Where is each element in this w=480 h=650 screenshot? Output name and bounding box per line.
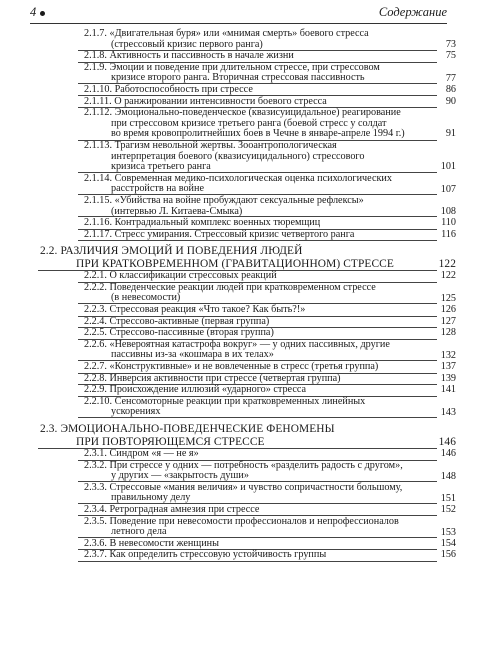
toc-entry-title-line: кризисе второго ранга. Вторичная стрессовая пассивность: [111, 72, 365, 84]
toc-page-number: 77: [445, 72, 456, 84]
toc-entry-title-line: Работоспособность при стрессе: [114, 83, 253, 95]
toc-entry-title-line: (интервью Л. Китаева-Смыка): [111, 205, 243, 217]
toc-entry: [0, 85, 480, 96]
toc-page-number: 122: [438, 258, 456, 271]
toc-entry: [0, 29, 480, 50]
toc-page-number: 122: [440, 270, 456, 282]
toc-entry-number: 2.1.16.: [84, 217, 113, 229]
toc-entry-number: 2.2.10.: [84, 395, 113, 407]
toc-entry-number: 2.2.7.: [84, 361, 107, 373]
toc-entry-number: 2.1.17.: [84, 228, 113, 240]
toc-entry: [0, 362, 480, 373]
toc-entry-number: 2.3.1.: [84, 448, 107, 459]
toc-underline: [78, 417, 437, 418]
toc-entry: [0, 305, 480, 316]
toc-entry-number: 2.1.7.: [84, 28, 107, 39]
toc-entry-number: 2.3.7.: [84, 549, 107, 561]
toc-entry: [0, 317, 480, 328]
toc-entry-title-line: летного дела: [111, 526, 167, 538]
toc-entry: [0, 230, 480, 241]
toc-entry-number: 2.1.15.: [84, 194, 113, 206]
toc-page-number: 127: [440, 315, 456, 327]
toc-entry-title-line: Контрадиальный комплекс военных тюремщиц: [114, 217, 321, 229]
toc-page-number: 143: [440, 406, 456, 418]
toc-entry-number: 2.3.2.: [84, 459, 107, 471]
toc-entry-title-line: Стрессово-активные (первая группа): [109, 315, 270, 327]
toc-entry-title-line: Современная медико-психологическая оценка психологических: [114, 172, 392, 184]
toc-page-number: 91: [445, 128, 456, 140]
toc-page-number: 151: [440, 492, 456, 504]
page-number: 4: [30, 5, 45, 20]
toc-entry: [0, 271, 480, 282]
toc-entry-title-line: интерпретация боевого (квазисуицидального) стрессового: [111, 150, 365, 162]
toc-entry-title-line: Эмоции и поведение при длительном стрессе, при стрессовом: [109, 61, 380, 73]
toc-entry-title-line: При стрессе у одних — потребность «разделить радость с другом»,: [109, 459, 403, 471]
toc-entry-title-line: Поведенческие реакции людей при кратковременном стрессе: [109, 281, 376, 293]
toc-entry-title-line: «Убийства на войне пробуждают сексуальные рефлексы»: [114, 194, 364, 206]
running-header: [30, 3, 447, 23]
toc-entry-number: 2.2.6.: [84, 338, 107, 350]
toc-entry-number: 2.2.3.: [84, 304, 107, 316]
toc-page-number: 132: [440, 349, 456, 361]
toc-entry-title-line: у других — «закрытость души»: [111, 470, 249, 482]
toc-entry-title-line: Стрессовая реакция «Что такое? Как быть?!»: [109, 304, 306, 316]
toc-entry-title-line: Сенсомоторные реакции при кратковременных линейных: [114, 395, 366, 407]
toc-entry-title-line: (в невесомости): [111, 292, 181, 304]
toc-page-number: 152: [440, 503, 456, 515]
toc-entry: [0, 374, 480, 385]
toc-entry-title-line: расстройств на войне: [111, 183, 204, 195]
toc-entry-number: 2.1.14.: [84, 172, 113, 184]
header-rule: [30, 23, 447, 24]
toc-entry-title-line: ЭМОЦИОНАЛЬНО-ПОВЕДЕНЧЕСКИЕ ФЕНОМЕНЫ: [60, 423, 335, 435]
toc-entry-title-line: правильному делу: [111, 492, 191, 504]
toc-entry-title-line: Как определить стрессовую устойчивость группы: [109, 549, 327, 561]
toc-page-number: 139: [440, 372, 456, 384]
toc-entry-title-line: Стрессово-пассивные (вторая группа): [109, 327, 274, 339]
toc-entry-number: 2.2.8.: [84, 372, 107, 384]
toc-entry: [0, 550, 480, 561]
toc-entry-title-line: кризиса третьего ранга: [111, 161, 211, 173]
toc-entry-title-line: РАЗЛИЧИЯ ЭМОЦИЙ И ПОВЕДЕНИЯ ЛЮДЕЙ: [60, 245, 303, 258]
toc-entry: [0, 483, 480, 504]
toc-entry-number: 2.2.2.: [84, 281, 107, 293]
toc-entry: [0, 97, 480, 108]
toc-entry-number: 2.2.: [40, 245, 58, 258]
toc-entry-title-line: Эмоционально-поведенческое (квазисуицидальное) реагирование: [114, 107, 401, 119]
toc-entry-title-line: Синдром «я — не я»: [109, 448, 199, 459]
toc-entry: [0, 174, 480, 195]
toc-entry-title-line: пассивны из-за «кошмара в их телах»: [111, 349, 274, 361]
toc-entry-title-line: О ранжировании интенсивности боевого стресса: [114, 95, 327, 107]
toc-entry: [0, 385, 480, 396]
toc-page-number: 153: [440, 526, 456, 538]
toc-entry: [0, 196, 480, 217]
toc-entry-title-line: при стрессовом кризисе третьего ранга (боевой стресс у солдат: [111, 117, 387, 129]
toc-entry: [0, 517, 480, 538]
toc-page-number: 75: [445, 50, 456, 62]
toc-entry-number: 2.1.8.: [84, 50, 107, 62]
toc-entry: [0, 340, 480, 361]
toc-entry-title-line: (стрессовый кризис первого ранга): [111, 38, 263, 50]
toc-page-number: 107: [440, 183, 456, 195]
toc-entry-number: 2.3.3.: [84, 481, 107, 493]
toc-entry-number: 2.2.1.: [84, 270, 107, 282]
toc-entry-title-line: «Двигательная буря» или «мнимая смерть» боевого стресса: [109, 28, 369, 39]
toc-entry: [0, 449, 480, 460]
toc-entry-number: 2.1.12.: [84, 107, 113, 119]
toc-page-number: 73: [445, 39, 456, 50]
toc-entry-number: 2.3.4.: [84, 503, 107, 515]
toc-entry-number: 2.3.5.: [84, 515, 107, 527]
toc-entry-title-line: Стрессовые «мания величия» и чувство сопричастности большому,: [109, 481, 403, 493]
toc-page-number: 90: [445, 95, 456, 107]
bullet-icon: [40, 11, 45, 16]
toc-page-number: 125: [440, 292, 456, 304]
toc-page-number: 101: [440, 160, 456, 172]
header-title: Содержание: [378, 5, 447, 19]
toc-entry-number: 2.2.4.: [84, 315, 107, 327]
toc-entry-title-line: Активность и пассивность в начале жизни: [109, 50, 294, 62]
toc-entry-title-line: В невесомости женщины: [109, 537, 219, 549]
toc-entry-number: 2.1.11.: [84, 95, 112, 107]
toc-entry-title-line: ускорениях: [111, 406, 161, 418]
toc-entry-title-line: Трагизм невольной жертвы. Зооантропологическая: [114, 139, 337, 151]
toc-page-number: 128: [440, 327, 456, 339]
toc-entry-number: 2.1.13.: [84, 139, 113, 151]
toc-entry-number: 2.1.10.: [84, 83, 113, 95]
toc-entry: [0, 108, 480, 140]
toc-entry: [0, 539, 480, 550]
toc-entry-number: 2.1.9.: [84, 61, 107, 73]
toc-entry: [0, 505, 480, 516]
toc-entry-title-line: Инверсия активности при стрессе (четвертая группа): [109, 372, 341, 384]
toc-entry-title-line: Стресс умирания. Стрессовый кризис четвертого ранга: [114, 228, 355, 240]
toc-page-number: 141: [440, 384, 456, 396]
toc-page-number: 154: [440, 537, 456, 549]
toc-entry: [0, 328, 480, 339]
toc-page-number: 126: [440, 304, 456, 316]
toc-page-number: 116: [441, 228, 456, 240]
toc-entry: [0, 461, 480, 482]
toc-entry: [0, 141, 480, 173]
table-of-contents: [0, 28, 480, 561]
toc-entry-number: 2.3.6.: [84, 537, 107, 549]
toc-page-number: 146: [438, 436, 456, 448]
toc-entry-title-line: ПРИ КРАТКОВРЕМЕННОМ (ГРАВИТАЦИОННОМ) СТРЕССЕ: [76, 257, 394, 270]
toc-underline: [78, 240, 437, 241]
toc-page-number: 148: [440, 470, 456, 482]
toc-page-number: 137: [440, 361, 456, 373]
toc-entry-title-line: «Конструктивные» и не вовлеченные в стресс (третья группа): [109, 361, 379, 373]
toc-section: [0, 423, 480, 448]
toc-page-number: 108: [440, 205, 456, 217]
toc-entry-number: 2.3.: [40, 423, 58, 435]
toc-section: [0, 245, 480, 270]
toc-entry-title-line: О классификации стрессовых реакций: [109, 270, 277, 282]
toc-entry-title-line: «Невероятная катастрофа вокруг» — у одних пассивных, другие: [109, 338, 390, 350]
toc-page-number: 146: [440, 448, 456, 459]
toc-entry-title-line: Происхождение иллюзий «ударного» стресса: [109, 384, 307, 396]
toc-entry: [0, 283, 480, 304]
toc-entry: [0, 63, 480, 84]
toc-underline: [78, 561, 437, 562]
toc-entry-number: 2.2.5.: [84, 327, 107, 339]
toc-entry-title-line: Ретроградная амнезия при стрессе: [109, 503, 260, 515]
toc-entry: [0, 218, 480, 229]
toc-entry: [0, 397, 480, 418]
toc-entry-title-line: во время кровопролитнейших боев в Чечне в январе-апреле 1994 г.): [111, 128, 405, 140]
toc-entry-title-line: Поведение при невесомости профессионалов и непрофессионалов: [109, 515, 399, 527]
toc-entry-number: 2.2.9.: [84, 384, 107, 396]
toc-page-number: 86: [445, 83, 456, 95]
toc-entry: [0, 51, 480, 62]
toc-page-number: 156: [440, 549, 456, 561]
toc-page-number: 110: [441, 217, 456, 229]
toc-entry-title-line: ПРИ ПОВТОРЯЮЩЕМСЯ СТРЕССЕ: [76, 435, 265, 448]
